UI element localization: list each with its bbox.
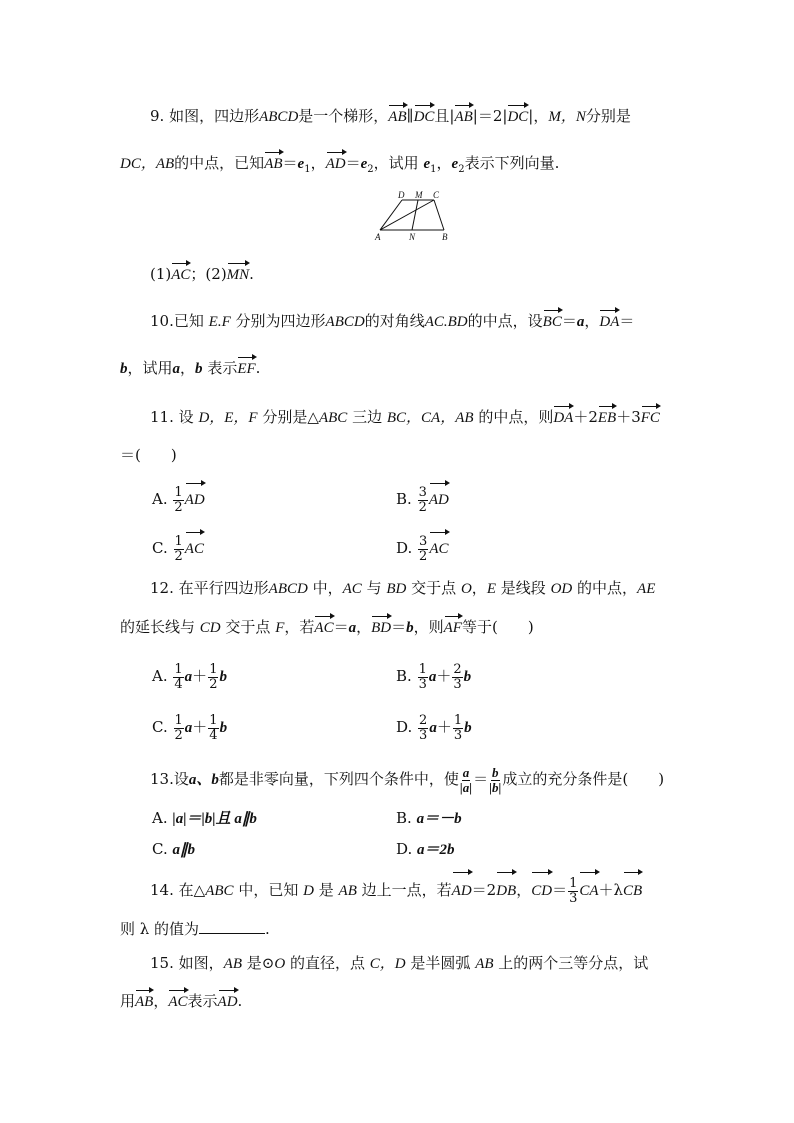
option-label: C. — [152, 840, 168, 858]
q9-part-label: (1) — [150, 265, 172, 283]
answer-blank — [199, 919, 265, 934]
q11-sides: BC，CA，AB — [386, 410, 474, 426]
fraction-denominator: 3 — [419, 727, 428, 743]
fraction — [174, 714, 184, 743]
q11-line2 — [120, 445, 177, 465]
q10-text: 表示 — [207, 359, 238, 377]
q12-text: 中， — [312, 579, 343, 597]
q11-text: 设 — [178, 408, 194, 426]
q12-ae: AE — [637, 581, 656, 597]
vector-dc: DC — [507, 109, 529, 125]
vector-e: e — [423, 156, 431, 172]
vector-ad: AD — [325, 156, 346, 172]
q14-text: 则 λ 的值为 — [120, 920, 200, 938]
vector-ab: AB — [135, 994, 154, 1010]
vector-af: AF — [443, 620, 462, 636]
option-label: B. — [396, 667, 412, 685]
q10-abcd: ABCD — [325, 314, 365, 330]
label-c: C — [433, 190, 440, 200]
q12-text: 是线段 — [500, 579, 546, 597]
fraction-numerator: 1 — [453, 712, 463, 728]
option-label: B. — [396, 490, 412, 508]
q12-text: 交于点 — [225, 618, 271, 636]
vector-a: a — [428, 669, 437, 685]
label-m: M — [415, 190, 423, 200]
q11-option-c — [152, 533, 204, 564]
fraction — [418, 486, 428, 515]
vector-eb: EB — [597, 410, 617, 426]
option-label: A. — [152, 667, 168, 685]
vector-da: DA — [553, 410, 574, 426]
vector-ac: AC — [314, 620, 334, 636]
q12-f: F — [275, 620, 285, 636]
q14-line1: 14. 在△ABC 中，已知 D 是 AB 边上一点，若AD＝2DB，CD＝ $\frac{1}{3}$ CA＋λCB — [150, 873, 642, 908]
fraction-numerator: 2 — [453, 661, 462, 677]
q13-text: 成立的充分条件是( ) — [502, 770, 665, 788]
option-label: C. — [152, 539, 168, 557]
vector-ad: AD — [217, 994, 238, 1010]
q9-abcd: ABCD — [259, 109, 299, 125]
fraction-numerator: 1 — [174, 484, 183, 500]
q11-text: 三边 — [352, 408, 383, 426]
fraction-denominator: 4 — [209, 727, 218, 743]
q12-text: 的延长线与 — [120, 618, 196, 636]
q15-cd: C，D — [369, 956, 406, 972]
q13-option-a — [152, 808, 257, 829]
q13-option-b — [396, 808, 462, 829]
q14-text: 边上一点，若 — [361, 881, 452, 899]
option-label: B. — [396, 809, 412, 827]
q15-text: 用 — [120, 992, 136, 1010]
vector-dc: DC — [413, 109, 435, 125]
q9-text: 如图，四边形 — [169, 107, 260, 125]
vector-ef: EF — [237, 361, 256, 377]
fraction — [173, 486, 183, 515]
q15-text: 是半圆弧 — [410, 954, 471, 972]
q11-points: D，E，F — [198, 410, 258, 426]
vector-ac: AC — [168, 994, 188, 1010]
subscript: 1 — [430, 164, 437, 175]
q9-line2: DC，AB的中点，已知$AB=e_1$，$AD=e_2$，试用 $e_1$，$e_2$表示下列向量. — [120, 154, 560, 175]
fraction — [489, 766, 501, 795]
q9-part-label: ；(2) — [190, 265, 227, 283]
q10-text: 分别为四边形 — [235, 312, 326, 330]
vector-b: b — [406, 620, 414, 636]
q9-line1 — [150, 106, 631, 127]
vector-a: a — [184, 669, 193, 685]
q10-text: ，试用 — [127, 359, 173, 377]
q12-text: ，若 — [284, 618, 315, 636]
fraction — [418, 714, 428, 743]
q10-diagonals: AC.BD — [424, 314, 468, 330]
vector-bd: BD — [371, 620, 392, 636]
vector-ac: AC — [171, 267, 191, 283]
option-label: A. — [152, 490, 168, 508]
q12-o: O — [460, 581, 472, 597]
label-d: D — [398, 190, 405, 200]
q15-text: 是⊙ — [246, 954, 275, 972]
vector-a: a — [429, 720, 437, 736]
q12-option-c: C. $\frac{1}{2}$ a＋ $\frac{1}{4}$ b — [152, 712, 228, 743]
fraction-numerator: a — [462, 764, 470, 780]
q14-text: 中，已知 — [238, 881, 299, 899]
q14-text: 是 — [318, 881, 334, 899]
vector-db: DB — [496, 874, 516, 908]
subscript: 1 — [304, 164, 311, 175]
option-text: |a|＝|b|且 a∥b — [172, 811, 257, 827]
q14-abc: ABC — [205, 883, 234, 899]
vector-a: a — [172, 361, 181, 377]
q9-text: |＝2| — [472, 107, 508, 125]
fraction — [208, 663, 218, 692]
q9-text: |， — [528, 107, 549, 125]
subscript: 2 — [367, 164, 374, 175]
vector-b: b — [120, 361, 128, 377]
q14-text: ＋λ — [598, 881, 624, 899]
option-label: D. — [396, 539, 413, 557]
subscript: 2 — [458, 164, 465, 175]
vector-e: e — [360, 156, 368, 172]
option-text: a＝2b — [417, 842, 455, 858]
fraction — [418, 535, 428, 564]
fraction — [453, 714, 463, 743]
q13-option-d — [396, 839, 455, 860]
fraction-numerator: 1 — [174, 661, 183, 677]
fraction-denominator: 2 — [174, 548, 183, 564]
fraction-denominator: 3 — [418, 676, 427, 692]
vector-bc: BC — [542, 314, 562, 330]
fraction-denominator: 2 — [174, 727, 183, 743]
q9-points: M，N — [548, 109, 586, 125]
option-label: D. — [396, 718, 413, 736]
q15-text: 表示 — [187, 992, 218, 1010]
fraction-denominator: 3 — [453, 676, 462, 692]
q12-ac: AC — [342, 581, 362, 597]
fraction-denominator: 4 — [174, 676, 183, 692]
q11-text: 的中点，则 — [478, 408, 554, 426]
fraction-denominator: |b| — [489, 779, 502, 795]
option-vector: AD — [429, 485, 449, 515]
option-vector: AC — [429, 534, 448, 564]
q12-option-d: D. $\frac{2}{3}$ a＋ $\frac{1}{3}$ b — [396, 712, 472, 743]
vector-ad: AD — [452, 874, 472, 908]
q12-bd: BD — [386, 581, 407, 597]
vector-b: b — [464, 720, 472, 736]
q14-line2: 则 λ 的值为 . — [120, 920, 270, 938]
vector-ca: CA — [579, 874, 598, 908]
q11-abc: ABC — [318, 410, 348, 426]
fraction-numerator: 1 — [569, 875, 578, 891]
q12-abcd: ABCD — [268, 581, 308, 597]
label-n: N — [409, 232, 416, 242]
answer-paren: ＝( ) — [120, 446, 177, 464]
fraction-numerator: 2 — [419, 712, 428, 728]
q15-text: 的直径，点 — [289, 954, 365, 972]
vector-e: e — [297, 156, 305, 172]
trapezoid-figure — [372, 188, 452, 244]
q12-text: 与 — [366, 579, 382, 597]
question-number: 15. — [150, 954, 174, 972]
q14-text: 在△ — [178, 881, 206, 899]
vector-ab: AB — [264, 156, 283, 172]
vector-b: b — [195, 361, 203, 377]
q12-text: ， — [471, 579, 487, 597]
option-label: A. — [152, 809, 168, 827]
q12-option-a: A. $\frac{1}{4}$ a＋ $\frac{1}{2}$ b — [152, 661, 227, 692]
q15-ab: AB — [475, 956, 494, 972]
q12-option-b: B. $\frac{1}{3}$ a＋ $\frac{2}{3}$ b — [396, 661, 472, 692]
vector-e: e — [451, 156, 459, 172]
fraction-numerator: 1 — [418, 661, 427, 677]
q10-line1: 10.已知 E.F 分别为四边形ABCD的对角线AC.BD的中点，设BC＝a，DA＝ — [150, 312, 635, 330]
q11-option-b — [396, 484, 449, 515]
q9-points: DC，AB — [120, 156, 175, 172]
q15-line1 — [150, 953, 648, 974]
fraction-denominator: 2 — [174, 499, 183, 515]
q13-ab: a、b — [188, 772, 219, 788]
q10-text: 的中点，设 — [467, 312, 543, 330]
q9-text: . — [249, 265, 254, 283]
q9-text: ，试用 — [373, 154, 419, 172]
q12-cd: CD — [199, 620, 221, 636]
vector-ab: AB — [454, 109, 473, 125]
vector-b: b — [219, 720, 228, 736]
q11-text: 分别是△ — [262, 408, 319, 426]
q12-line2: 的延长线与 CD 交于点 F，若AC＝a，BD＝b，则AF等于( ) — [120, 618, 534, 636]
q10-line2: b，试用a，b 表示EF. — [120, 359, 261, 377]
q11-text: ＋2 — [573, 408, 598, 426]
q14-text: ＝2 — [471, 881, 497, 899]
option-vector: AC — [185, 534, 204, 564]
q11-line1 — [150, 407, 660, 428]
fraction-numerator: 1 — [209, 661, 218, 677]
q12-e: E — [486, 581, 496, 597]
q10-points: E.F — [208, 314, 231, 330]
option-text: a＝－b — [416, 811, 462, 827]
q9-text: 的中点，已知 — [174, 154, 265, 172]
q15-line2: 用AB，AC表示AD. — [120, 992, 243, 1010]
fraction-denominator: 3 — [453, 727, 463, 743]
fraction-denominator: 2 — [418, 499, 427, 515]
q11-option-d — [396, 533, 449, 564]
vector-b: b — [219, 669, 227, 685]
question-number: 11. — [150, 408, 174, 426]
fraction-denominator: |a| — [459, 779, 473, 795]
fraction-denominator: 2 — [209, 676, 218, 692]
fraction — [460, 766, 472, 795]
vector-cd: CD — [531, 874, 552, 908]
fraction-numerator: 1 — [174, 533, 183, 549]
fraction-numerator: 3 — [418, 484, 427, 500]
fraction-numerator: 3 — [419, 533, 428, 549]
q15-ab: AB — [223, 956, 242, 972]
question-number: 14. — [150, 881, 174, 899]
q10-text: . — [255, 359, 261, 377]
fraction-denominator: 2 — [419, 548, 428, 564]
fraction — [208, 714, 218, 743]
vector-a: a — [184, 720, 193, 736]
vector-a: a — [348, 620, 357, 636]
q13-option-c — [152, 839, 195, 860]
label-b: B — [442, 232, 448, 242]
vector-ab: AB — [388, 109, 407, 125]
label-a: A — [375, 232, 381, 242]
fraction — [418, 663, 428, 692]
question-number: 13. — [150, 770, 174, 788]
vector-fc: FC — [640, 410, 660, 426]
option-text: a∥b — [172, 842, 195, 858]
fraction-denominator: 3 — [569, 890, 578, 906]
fraction — [568, 877, 578, 906]
q9-text: 分别是 — [585, 107, 631, 125]
q11-text: ＋3 — [616, 408, 641, 426]
fraction-numerator: 1 — [209, 712, 218, 728]
q10-text: 已知 — [173, 312, 204, 330]
question-number: 9. — [150, 107, 165, 125]
vector-b: b — [463, 669, 472, 685]
option-vector: AD — [185, 485, 205, 515]
q9-text: 是一个梯形， — [298, 107, 389, 125]
q14-d: D — [303, 883, 314, 899]
q13-line1: 13.设a、b都是非零向量，下列四个条件中，使 $\frac{a}{|a|}$ ＝ $\frac{b}{|b|}$ 成立的充分条件是( ) — [150, 764, 665, 795]
q12-text: 交于点 — [411, 579, 457, 597]
fraction — [174, 535, 184, 564]
q12-text: 在平行四边形 — [178, 579, 269, 597]
question-number: 10. — [150, 312, 174, 330]
q13-text: 设 — [173, 770, 189, 788]
q9-parts — [150, 264, 254, 285]
q12-line1 — [150, 578, 655, 599]
parallel-symbol: ∥ — [406, 107, 414, 125]
vector-a: a — [576, 314, 585, 330]
option-label: D. — [396, 840, 413, 858]
q12-od: OD — [550, 581, 573, 597]
fraction-numerator: 1 — [174, 712, 183, 728]
q9-text: 表示下列向量. — [464, 154, 560, 172]
fraction — [452, 663, 462, 692]
q13-text: 都是非零向量，下列四个条件中，使 — [218, 770, 459, 788]
q14-ab: AB — [338, 883, 357, 899]
q9-text: 且| — [434, 107, 455, 125]
vector-cb: CB — [623, 874, 642, 908]
q12-text: 的中点， — [577, 579, 638, 597]
question-number: 12. — [150, 579, 174, 597]
option-label: C. — [152, 718, 168, 736]
q11-option-a — [152, 484, 205, 515]
fraction-numerator: b — [492, 764, 499, 780]
q15-text: . — [237, 992, 243, 1010]
vector-da: DA — [599, 314, 620, 330]
q15-text: 上的两个三等分点，试 — [498, 954, 649, 972]
q15-o: O — [274, 956, 286, 972]
fraction — [173, 663, 183, 692]
vector-mn: MN — [226, 267, 250, 283]
q10-text: 的对角线 — [364, 312, 425, 330]
answer-paren: 等于( ) — [461, 618, 534, 636]
q15-text: 如图， — [178, 954, 224, 972]
